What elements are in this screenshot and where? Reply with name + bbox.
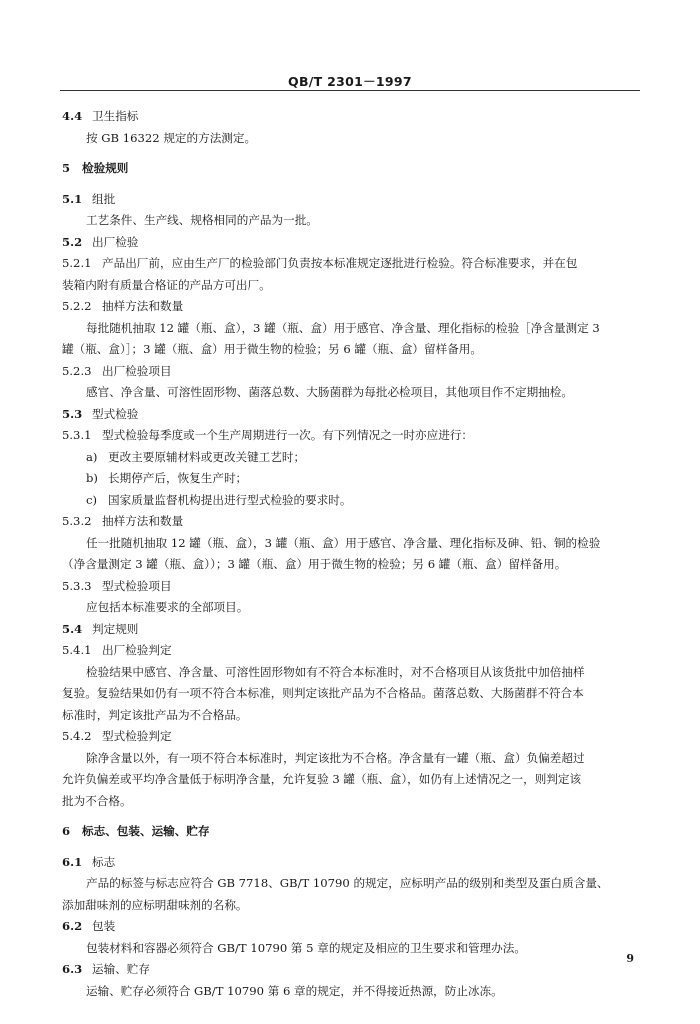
clause-number: 6.3 [62,962,83,976]
section-heading [62,916,642,938]
list-item-marker: c) [86,492,98,507]
clause-text: 型式检验判定 [102,729,172,743]
paragraph-continuation: 标准时，判定该批产品为不合格品。 [62,707,248,722]
section-heading [62,852,642,874]
clause-number: 5.3.1 [62,428,92,442]
paragraph-line: 每批随机抽取 12 罐（瓶、盒），3 罐（瓶、盒）用于感官、净含量、理化指标的检验［净含量测定 3 [86,320,600,335]
paragraph-continuation: 复验。复验结果如仍有一项不符合本标准，则判定该批产品为不合格品。菌落总数、大肠菌群不符合本 [62,686,584,700]
section-gap [62,812,642,821]
paragraph-continuation: 批为不合格。 [62,793,132,808]
section-gap [62,843,642,852]
clause-text: 标志 [92,854,116,869]
clause-heading [62,726,642,748]
section-heading [62,189,642,211]
clause-text: 型式检验项目 [102,578,172,593]
clause-text: 抽样方法和数量 [102,514,184,528]
section-heading [62,959,642,981]
clause-number: 5.4 [62,621,83,636]
list-item-text: 更改主要原辅材料或更改关键工艺时； [108,449,306,464]
list-item-marker: b) [86,471,98,485]
paragraph-line: 感官、净含量、可溶性固形物、菌落总数、大肠菌群为每批必检项目，其他项目作不定期抽检。 [86,385,573,399]
clause-number: 5.2.1 [62,256,92,270]
clause-number: 5.2.2 [62,299,92,313]
clause-number: 6.2 [62,919,83,933]
clause-text: 组批 [92,191,116,206]
list-item-text: 长期停产后，恢复生产时； [108,471,248,485]
clause-text: 标志、包装、运输、贮存 [82,824,210,838]
clause-heading [62,640,642,662]
clause-number: 5.3.2 [62,514,92,528]
clause-number: 5.4.2 [62,729,92,743]
clause-text: 抽样方法和数量 [102,299,184,313]
clause-text: 检验规则 [82,161,129,175]
clause-text: 型式检验每季度或一个生产周期进行一次。有下列情况之一时亦应进行： [102,428,474,442]
paragraph-line: 包装材料和容器必须符合 GB/T 10790 第 5 章的规定及相应的卫生要求和管理办法。 [86,940,526,955]
clause-number: 4.4 [62,109,83,123]
paragraph-continuation: 罐（瓶、盒）］；3 罐（瓶、盒）用于微生物的检验；另 6 罐（瓶、盒）留样备用。 [62,342,482,356]
list-item-text: 国家质量监督机构提出进行型式检验的要求时。 [108,492,352,507]
list-item [62,468,642,490]
section-gap [62,180,642,189]
chapter-heading [62,158,642,180]
document-body [62,106,642,1002]
chapter-heading [62,821,642,843]
clause-text: 产品出厂前，应由生产厂的检验部门负责按本标准规定逐批进行检验。符合标准要求，并在包 [102,256,578,270]
section-heading [62,232,642,254]
clause-number: 5 [62,161,71,175]
page-number: 9 [626,952,634,965]
section-heading [62,619,642,641]
clause-heading [62,576,642,598]
list-item [62,447,642,469]
paragraph-line: 应包括本标准要求的全部项目。 [86,600,249,614]
clause-heading [62,425,642,447]
clause-text: 出厂检验判定 [102,643,172,657]
clause-text: 型式检验 [92,406,139,421]
clause-text: 运输、贮存 [92,962,150,976]
clause-number: 5.4.1 [62,643,92,657]
clause-number: 6.1 [62,854,83,869]
clause-text: 出厂检验项目 [102,363,172,378]
clause-number: 6 [62,824,71,838]
paragraph-continuation: （净含量测定 3 罐（瓶、盒））；3 罐（瓶、盒）用于微生物的检验；另 6 罐（瓶、盒）留样备用。 [62,557,567,571]
paragraph-continuation: 添加甜味剂的应标明甜味剂的名称。 [62,897,248,912]
paragraph-line: 检验结果中感官、净含量、可溶性固形物如有不符合本标准时，对不合格项目从该货批中加倍抽样 [86,664,585,679]
clause-number: 5.2.3 [62,363,92,378]
section-heading [62,404,642,426]
clause-text: 卫生指标 [92,109,139,123]
clause-text: 判定规则 [92,621,139,636]
clause-number: 5.2 [62,234,83,249]
paragraph-line: 工艺条件、生产线、规格相同的产品为一批。 [86,213,318,227]
clause-number: 5.3.3 [62,578,92,593]
clause-heading [62,361,642,383]
paragraph-line: 除净含量以外，有一项不符合本标准时，判定该批为不合格。净含量有一罐（瓶、盒）负偏差超过 [86,750,585,765]
paragraph-continuation: 允许负偏差或平均净含量低于标明净含量，允许复验 3 罐（瓶、盒），如仍有上述情况之一，则判定该 [62,772,582,786]
clause-heading [62,296,642,318]
section-gap [62,149,642,158]
clause-text: 出厂检验 [92,234,139,249]
page-header-standard-code: QB/T 2301－1997 [288,74,412,89]
paragraph-line: 产品的标签与标志应符合 GB 7718、GB/T 10790 的规定，应标明产品的级别和类型及蛋白质含量、 [86,876,609,890]
paragraph-line: 按 GB 16322 规定的方法测定。 [86,130,257,145]
section-heading [62,106,642,128]
paragraph-line: 任一批随机抽取 12 罐（瓶、盒），3 罐（瓶、盒）用于感官、净含量、理化指标及砷、铅、铜的检验 [86,535,601,550]
paragraph-continuation: 装箱内附有质量合格证的产品方可出厂。 [62,277,271,292]
clause-heading [62,253,642,275]
paragraph-line: 运输、贮存必须符合 GB/T 10790 第 6 章的规定，并不得接近热源，防止冰冻。 [86,983,503,998]
header-rule [60,90,640,91]
list-item [62,490,642,512]
clause-number: 5.3 [62,406,83,421]
clause-heading [62,511,642,533]
list-item-marker: a) [86,449,98,464]
clause-text: 包装 [92,919,116,933]
clause-number: 5.1 [62,191,83,206]
